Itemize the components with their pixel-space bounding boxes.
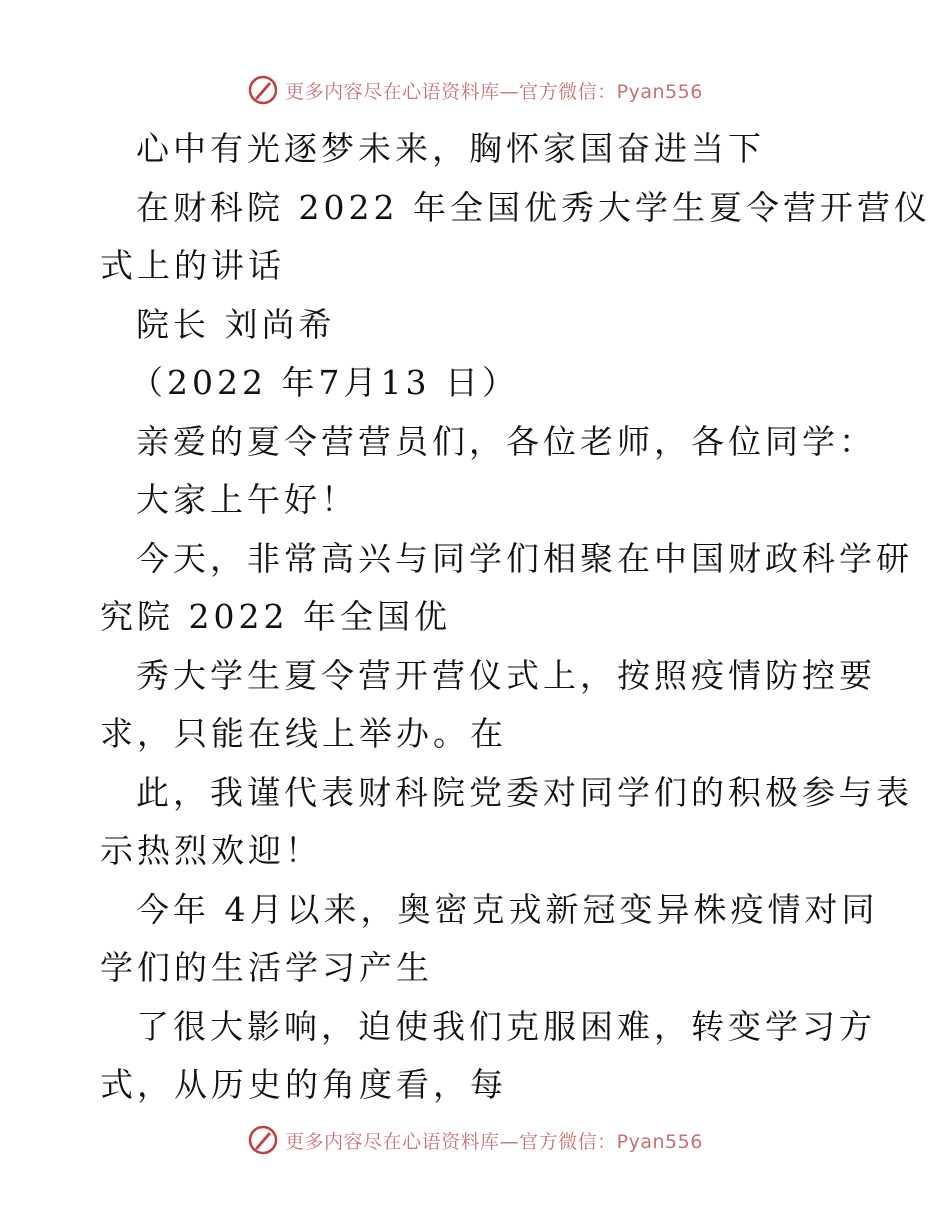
text-line: 秀大学生夏令营开营仪式上，按照疫情防控要 [136, 655, 876, 695]
document-subtitle-cont: 式上的讲话 [100, 246, 285, 285]
document-subtitle: 在财科院 2022 年全国优秀大学生夏令营开营仪 [136, 187, 931, 227]
watermark-header [0, 70, 950, 110]
document-date: （2022 年7月13 日） [130, 363, 519, 402]
document-title: 心中有光逐梦未来，胸怀家国奋进当下 [136, 129, 765, 168]
text-line: 今年 4月以来，奥密克戎新冠变异株疫情对同 [136, 889, 879, 929]
quill-logo-icon [247, 1124, 279, 1156]
watermark-text: 更多内容尽在心语资料库—官方微信：Pyan556 [285, 80, 703, 103]
text-line: 此，我谨代表财科院党委对同学们的积极参与表 [136, 772, 913, 812]
text-line: 亲爱的夏令营营员们，各位老师，各位同学： [136, 421, 876, 461]
watermark-footer [0, 1120, 950, 1160]
text-line: 今天，非常高兴与同学们相聚在中国财政科学研 [136, 538, 913, 578]
text-line: 大家上午好！ [136, 480, 358, 519]
text-line: 求，只能在线上举办。在 [100, 714, 507, 753]
watermark-text: 更多内容尽在心语资料库—官方微信：Pyan556 [285, 1130, 703, 1153]
text-line: 学们的生活学习产生 [100, 948, 433, 987]
document-author: 院长 刘尚希 [136, 304, 336, 344]
quill-logo-icon [247, 74, 279, 106]
document-body [100, 120, 931, 1115]
text-line: 示热烈欢迎！ [100, 831, 322, 870]
text-line: 究院 2022 年全国优 [100, 597, 451, 636]
text-line: 了很大影响，迫使我们克服困难，转变学习方 [136, 1006, 876, 1046]
text-line: 式，从历史的角度看，每 [100, 1065, 507, 1104]
